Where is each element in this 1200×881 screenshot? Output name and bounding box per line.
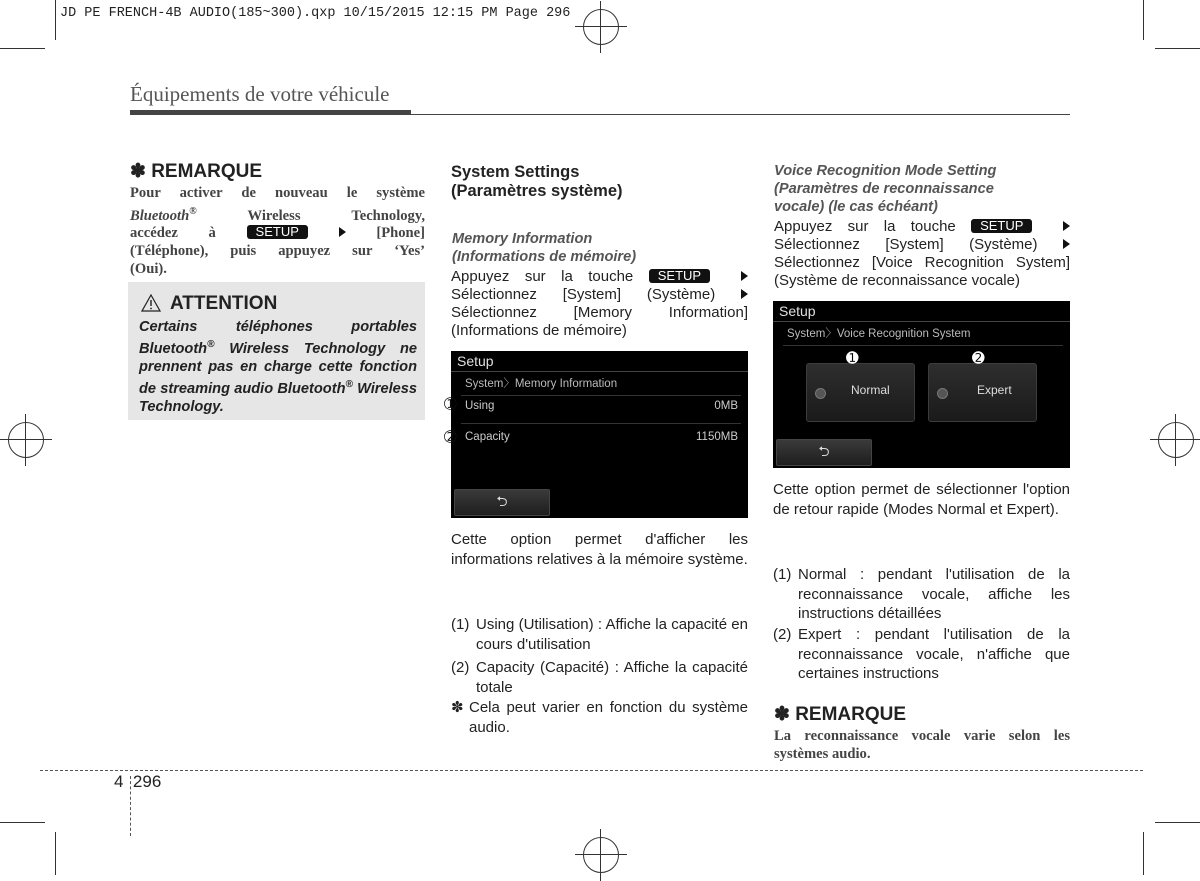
voice-recognition-description: Cette option permet de sélectionner l'option de retour rapide (Modes Normal et Expert).	[773, 481, 1070, 518]
callout-2: ➋	[972, 350, 985, 367]
memory-info-description: Cette option permet d'afficher les informations relatives à la mémoire système.	[451, 531, 748, 568]
normal-label: Normal	[851, 383, 890, 397]
step-line: Sélectionnez [System] (Système)	[451, 286, 748, 304]
registration-mark	[1158, 422, 1194, 458]
setup-key: SETUP	[649, 269, 710, 283]
attention-heading: ATTENTION	[170, 293, 278, 314]
arrow-right-icon	[741, 289, 748, 299]
voice-recognition-heading: Voice Recognition Mode Setting (Paramètres de reconnaissance vocale) (le cas échéant)	[774, 163, 997, 215]
attention-line: Certains téléphones portables	[139, 319, 417, 335]
attention-line: Bluetooth® Wireless Technology ne prennent pas en charge cette fonction de streaming audio Bluetooth® Wireless Technology.	[139, 339, 417, 415]
radio-indicator	[815, 388, 826, 399]
step-line: (Système de reconnaissance vocale)	[774, 272, 1020, 289]
step-line: Appuyez sur la touche SETUP	[451, 268, 748, 286]
back-button	[454, 489, 550, 516]
list-item: (1) Using (Utilisation) : Affiche la capacité en cours d'utilisation	[451, 616, 748, 653]
step-line: Sélectionnez [Voice Recognition System]	[774, 254, 1070, 271]
callout-1: ➀	[444, 396, 457, 413]
step-line: (Informations de mémoire)	[451, 322, 627, 339]
list-item: (2) Expert : pendant l'utilisation de la reconnaissance vocale, n'affiche que certaines instructions	[773, 626, 1070, 682]
crop-mark	[0, 822, 45, 823]
crop-mark	[1143, 0, 1144, 40]
voice-recognition-steps	[774, 218, 1070, 290]
memory-info-steps	[451, 268, 748, 340]
arrow-right-icon	[1063, 221, 1070, 231]
screen-breadcrumb: System〉Memory Information	[465, 378, 618, 390]
registration-mark	[8, 422, 44, 458]
print-header: JD PE FRENCH-4B AUDIO(185~300).qxp 10/15/2015 12:15 PM Page 296	[60, 6, 571, 21]
remarque-text	[130, 185, 425, 279]
crop-mark	[55, 0, 56, 40]
screen-breadcrumb: System〉Voice Recognition System	[787, 328, 971, 340]
arrow-right-icon	[1063, 239, 1070, 249]
screen-divider	[783, 345, 1063, 346]
list-item: (1) Normal : pendant l'utilisation de la reconnaissance vocale, affiche les instructions détaillées	[773, 566, 1070, 622]
page-number: 4 296	[114, 772, 162, 791]
system-settings-heading: System Settings (Paramètres système)	[451, 163, 623, 200]
expert-label: Expert	[977, 383, 1012, 397]
title-rule	[411, 114, 1070, 115]
screen-title: Setup	[779, 303, 816, 319]
title-underline	[130, 110, 411, 115]
section-title: Équipements de votre véhicule	[130, 82, 390, 106]
footer-divider	[40, 770, 1143, 771]
arrow-right-icon	[741, 271, 748, 281]
step-line: Appuyez sur la touche SETUP	[774, 218, 1070, 236]
capacity-value: 1150MB	[696, 431, 738, 443]
remarque-heading: ✽ REMARQUE	[130, 161, 263, 182]
normal-mode-button	[806, 363, 915, 422]
arrow-right-icon	[339, 227, 346, 237]
memory-info-screen	[451, 351, 748, 518]
remarque-text: La reconnaissance vocale varie selon les systèmes audio.	[774, 728, 1070, 762]
back-arrow-icon: ⮌	[496, 492, 508, 509]
screen-divider	[461, 423, 741, 424]
screen-divider	[451, 371, 748, 372]
using-label: Using	[465, 400, 495, 412]
back-arrow-icon: ⮌	[818, 442, 830, 459]
setup-key: SETUP	[971, 219, 1032, 233]
remarque-line: Pour activer de nouveau le système	[130, 185, 425, 201]
setup-key: SETUP	[247, 225, 308, 239]
callout-2: ➁	[444, 429, 457, 446]
list-item: (2) Capacity (Capacité) : Affiche la capacité totale	[451, 659, 748, 696]
registration-mark	[583, 9, 619, 45]
step-line: Sélectionnez [System] (Système)	[774, 236, 1070, 254]
screen-divider	[461, 395, 741, 396]
callout-1: ➊	[846, 350, 859, 367]
screen-title: Setup	[457, 353, 494, 369]
crop-mark	[1143, 832, 1144, 875]
step-line: Sélectionnez [Memory Information]	[451, 304, 748, 321]
registration-mark	[583, 837, 619, 873]
crop-mark	[0, 48, 45, 49]
radio-indicator	[937, 388, 948, 399]
list-note: ✽ Cela peut varier en fonction du système audio.	[451, 699, 748, 736]
screen-divider	[773, 321, 1070, 322]
using-value: 0MB	[714, 400, 738, 412]
remarque-heading: ✽ REMARQUE	[774, 704, 907, 725]
attention-text	[139, 318, 417, 416]
memory-info-heading: Memory Information (Informations de mémoire)	[452, 231, 637, 265]
crop-mark	[55, 832, 56, 875]
back-button	[776, 439, 872, 466]
warning-triangle-icon	[141, 294, 161, 312]
expert-mode-button	[928, 363, 1037, 422]
crop-mark	[1155, 48, 1200, 49]
capacity-label: Capacity	[465, 431, 510, 443]
crop-mark	[1155, 822, 1200, 823]
remarque-line: Bluetooth® Wireless Technology,	[130, 205, 425, 224]
remarque-line: (Oui).	[130, 261, 167, 278]
remarque-line: accédez à SETUP [Phone]	[130, 224, 425, 242]
voice-recognition-screen	[773, 301, 1070, 468]
remarque-line: (Téléphone), puis appuyez sur ‘Yes’	[130, 243, 425, 260]
